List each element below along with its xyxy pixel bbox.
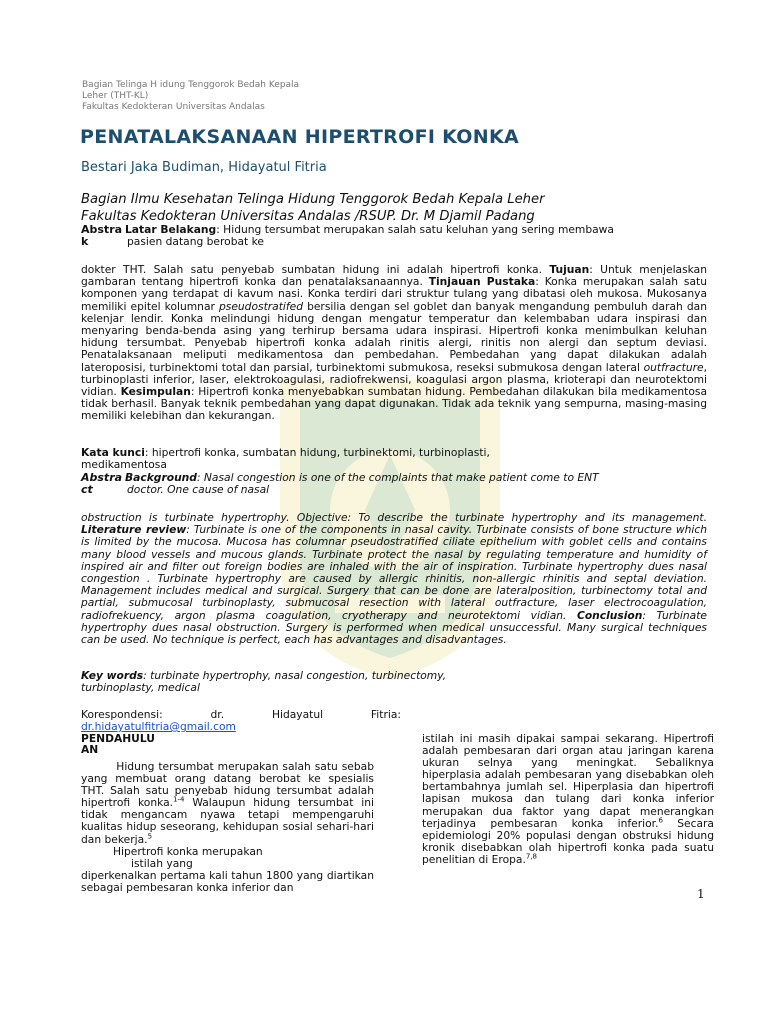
- correspondence-name-last: Fitria:: [370, 708, 401, 721]
- abstract-line2: doctor. One cause of nasal: [127, 483, 270, 496]
- text-run: istilah ini masih dipakai sampai sekarang. Hipertrofi adalah pembesaran dari organ atau jaringan karena ukuran selnya yang meningkat. Sebaliknya hiperplasia adalah pembesaran yang disebabkan oleh bertambahnya jumlah sel. Hiperplasia dan hipertrofi lapisan mukosa dan tulang dari konka inferior merupakan dua faktor yang dapat menerangkan terjadinya pembesaran konka inferior.: [422, 732, 714, 830]
- bold-run: Tujuan: [549, 263, 590, 276]
- text-run: : Konka merupakan salah satu komponen yang terdapat di kavum nasi. Konka terdiri dari struktur tulang yang dibatasi oleh mukosa. Mukosanya memiliki epitel kolumnar: [81, 275, 707, 313]
- abstract-line1: : Nasal congestion is one of the complaints that make patient come to ENT: [196, 471, 599, 484]
- pendahuluan-line-a: Hipertrofi konka merupakan: [113, 844, 263, 858]
- key-words-text: : turbinate hypertrophy, nasal congestion, turbinectomy, turbinoplasty, medical: [81, 669, 447, 694]
- key-words-label: Key words: [81, 669, 144, 682]
- text-run: bersilia dengan sel goblet dan banyak mengandung pembuluh darah dan kelenjar lendir. Konka melindungi hidung dengan mengatur temperatur dan kelembaban udara inspirasi dan menyaring benda-benda asing yang terhirup bersama udara inspirasi. Hipertrofi konka menimbulkan keluhan hidung tersumbat. Penyebab hipertrofi konka adalah rinitis alergi, rinitis non alergi dan septum deviasi. Penatalaksanaan meliputi medikamentosa dan pembedahan. Pembedahan yang dapat dilakukan adalah lateroposisi, turbinektomi total dan parsial, turbinektomi submukosa, reseksi submukosa dengan lateral: [81, 299, 707, 374]
- italic-run: outfracture: [643, 360, 704, 374]
- citation-ref: 5: [147, 832, 153, 840]
- correspondence-email-link[interactable]: dr.hidayatulfitria@gmail.com: [81, 720, 236, 733]
- bold-run: Conclusion: [576, 608, 643, 622]
- pendahuluan-paragraph-cont: diperkenalkan pertama kali tahun 1800 yang diartikan sebagai pembesaran konka inferior dan: [81, 868, 374, 894]
- correspondence-prefix: dr.: [210, 708, 225, 721]
- bold-run: Tinjauan Pustaka: [428, 275, 536, 289]
- abstract-background-head: Background: [125, 471, 197, 484]
- kata-kunci-label: Kata kunci: [81, 446, 145, 459]
- text-run: Hidung tersumbat merupakan salah satu sebab yang membuat orang datang berobat ke spesialis THT. Salah satu penyebab hidung tersumbat adalah hipertrofi konka.: [81, 760, 374, 810]
- abstract-label-part: ct: [81, 483, 93, 496]
- abstrak-body: [81, 264, 707, 423]
- paper-title: PENATALAKSANAAN HIPERTROFI KONKA: [80, 126, 519, 148]
- right-column-paragraph: [422, 733, 714, 866]
- page-number: 1: [697, 887, 705, 901]
- key-words: [81, 670, 521, 694]
- abstract-body: [81, 512, 707, 646]
- abstract-first-lines: [125, 472, 710, 496]
- citation-ref: 6: [658, 816, 663, 825]
- institution-line: Fakultas Kedokteran Universitas Andalas: [82, 102, 265, 112]
- text-run: Secara epidemiologi 20% populasi dengan obstruksi hidung kronik disebabkan olah hipertrofi konka pada suatu penelitian di Eropa.: [422, 816, 714, 866]
- institution-line: Leher (THT-KL): [82, 91, 149, 101]
- affiliation-line: Fakultas Kedokteran Universitas Andalas /RSUP. Dr. M Djamil Padang: [81, 209, 535, 224]
- paper-authors: Bestari Jaka Budiman, Hidayatul Fitria: [81, 160, 327, 175]
- pendahuluan-line-b: istilah yang: [131, 856, 193, 870]
- correspondence: [81, 709, 401, 733]
- kata-kunci-text: : hipertrofi konka, sumbatan hidung, turbinektomi, turbinoplasti, medikamentosa: [81, 446, 490, 471]
- citation-ref: 7,8: [525, 852, 537, 861]
- citation-ref: 1-4: [173, 795, 185, 804]
- text-run: , turbinoplasti inferior, laser, elektrokoagulasi, radiofrekwensi, koagulasi argon plasma, krioterapi dan neurotektomi vidian.: [81, 360, 707, 399]
- text-run: : Turbinate is one of the components in nasal cavity. Turbinate consists of bone structure which is limited by the mucosa. Mucosa has columnar pseudostratified ciliate epithelium with goblet cells and contains many blood vessels and mucous glands. Turbinate protect the nasal by regulating temperature and humidity of inspired air and filter out foreign bodies are inhaled with the air of inspiration. Turbinate hypertrophy dues nasal congestion . Turbinate hypertrophy are caused by allergic rhinitis, non-allergic rhinitis and septal deviation. Management includes medical and surgical. Surgery that can be done are lateralposition, turbinectomy total and partial, submucosal turbinoplasty, submucosal resection with lateral outfracture, laser electrocoagulation, radiofrekuency, argon plasma coagulation, cryotherapy and neurotektomi vidian.: [81, 523, 707, 622]
- italic-run: pseudostratifed: [218, 299, 303, 313]
- bold-run: Kesimpulan: [120, 385, 191, 399]
- text-run: : Untuk menjelaskan gambaran tentang hipertrofi konka dan penatalaksanaannya.: [81, 263, 707, 289]
- pendahuluan-column: [81, 733, 374, 894]
- text-run: obstruction is turbinate hypertrophy. Objective: To describe the turbinate hypertrophy and its management.: [81, 511, 707, 524]
- abstrak-label-part: k: [81, 235, 89, 248]
- abstract-label-part: Abstra: [81, 471, 123, 484]
- correspondence-name-first: Hidayatul: [271, 708, 324, 721]
- abstract-label: [81, 472, 121, 496]
- pendahuluan-paragraph: [81, 761, 374, 846]
- affiliation: [81, 191, 721, 225]
- abstrak-label: [81, 224, 121, 248]
- text-run: : Turbinate hypertrophy dues nasal obstruction. Surgery is performed when medical unsuccessful. Many surgical techniques can be used. No technique is perfect, each has advantages and disadvantages.: [81, 608, 707, 647]
- text-run: dokter THT. Salah satu penyebab sumbatan hidung ini adalah hipertrofi konka.: [81, 263, 550, 276]
- text-run: Walaupun hidung tersumbat ini tidak mengancam nyawa tetapi mempengaruhi kualitas hidup seseorang, kehidupan sosial sehari-hari dan bekerja.: [81, 796, 374, 846]
- pendahuluan-heading: [81, 733, 374, 755]
- abstrak-line2: pasien datang berobat ke: [127, 235, 265, 248]
- abstrak-first-lines: [125, 224, 710, 248]
- institution-header: [82, 80, 342, 113]
- abstrak-background-head: Latar Belakang: [125, 223, 217, 236]
- correspondence-label: Korespondensi:: [81, 708, 163, 721]
- text-run: : Hipertrofi konka menyebabkan sumbatan hidung. Pembedahan dilakukan bila medikamentosa tidak berhasil. Banyak teknik pembedahan yang dapat digunakan. Tidak ada teknik yang sempurna, masing-masing memiliki kelebihan dan kekurangan.: [81, 385, 708, 423]
- abstrak-line1: : Hidung tersumbat merupakan salah satu keluhan yang sering membawa: [216, 223, 614, 236]
- kata-kunci: [81, 447, 541, 471]
- bold-run: Literature review: [81, 523, 187, 537]
- pendahuluan-heading-part: AN: [81, 743, 99, 756]
- affiliation-line: Bagian Ilmu Kesehatan Telinga Hidung Tenggorok Bedah Kepala Leher: [81, 192, 545, 207]
- abstrak-label-part: Abstra: [81, 223, 123, 236]
- pendahuluan-heading-part: PENDAHULU: [81, 732, 155, 745]
- institution-line: Bagian Telinga H idung Tenggorok Bedah Kepala: [82, 80, 300, 90]
